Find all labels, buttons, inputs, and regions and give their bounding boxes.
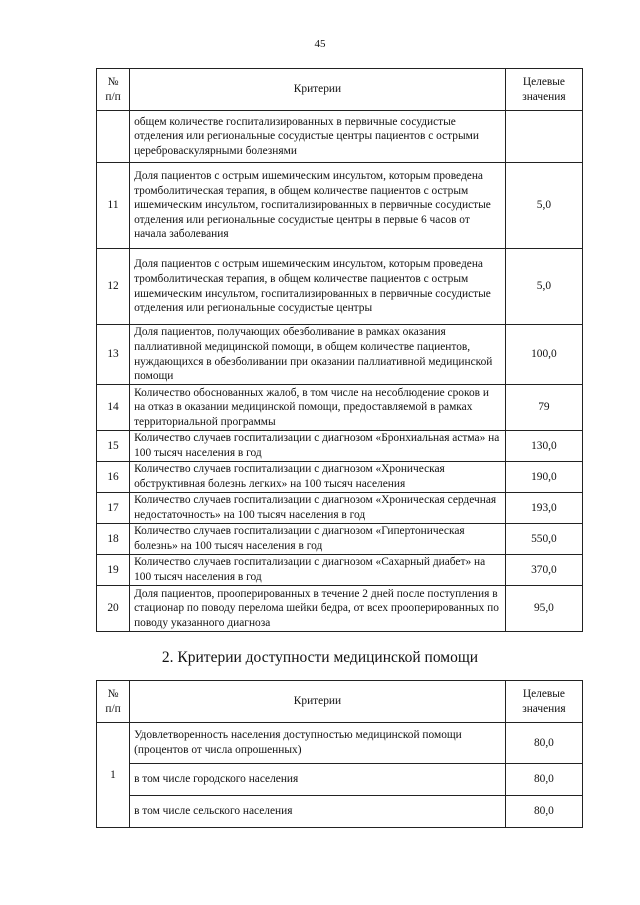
row-num: 15 bbox=[97, 431, 130, 462]
page-number: 45 bbox=[314, 38, 326, 50]
row-num: 17 bbox=[97, 493, 130, 524]
header-num: № п/п bbox=[97, 69, 130, 111]
row-criteria: Количество случаев госпитализации с диагнозом «Хроническая обструктивная болезнь легких» на 100 тысяч населения bbox=[130, 462, 506, 493]
table-row bbox=[97, 431, 583, 462]
row-value: 190,0 bbox=[505, 462, 582, 493]
row-criteria: Доля пациентов, получающих обезболивание в рамках оказания паллиативной медицинской помощи, в общем количестве пациентов, нуждающихся в обезболивании при оказании паллиативной медицинской помощи bbox=[130, 325, 506, 385]
table-row bbox=[97, 493, 583, 524]
row-value: 80,0 bbox=[505, 723, 582, 764]
table-row bbox=[97, 462, 583, 493]
header-value: Целевые значения bbox=[505, 69, 582, 111]
header-criteria: Критерии bbox=[130, 681, 506, 723]
table-row bbox=[97, 385, 583, 431]
criteria-table-accessibility bbox=[96, 680, 583, 828]
table-row bbox=[97, 325, 583, 385]
row-value: 193,0 bbox=[505, 493, 582, 524]
row-value: 550,0 bbox=[505, 524, 582, 555]
row-value: 100,0 bbox=[505, 325, 582, 385]
row-criteria: Доля пациентов с острым ишемическим инсультом, которым проведена тромболитическая терапия, в общем количестве пациентов с острым ишемическим инсультом, госпитализированных в первичные сосудистые отделения или региональные сосудистые центры в первые 6 часов от начала заболевания bbox=[130, 163, 506, 249]
header-value: Целевые значения bbox=[505, 681, 582, 723]
row-num: 12 bbox=[97, 249, 130, 325]
table-row bbox=[97, 163, 583, 249]
row-num: 1 bbox=[97, 723, 130, 828]
row-criteria: Количество обоснованных жалоб, в том числе на несоблюдение сроков и на отказ в оказании медицинской помощи, предоставляемой в рамках территориальной программы bbox=[130, 385, 506, 431]
row-num: 19 bbox=[97, 555, 130, 586]
row-num: 20 bbox=[97, 586, 130, 632]
row-num bbox=[97, 111, 130, 163]
row-criteria: в том числе сельского населения bbox=[130, 796, 506, 828]
table-row bbox=[97, 555, 583, 586]
row-value bbox=[505, 111, 582, 163]
section-title: 2. Критерии доступности медицинской помощи bbox=[161, 649, 479, 666]
table-header-row bbox=[97, 69, 583, 111]
table-row bbox=[97, 764, 583, 796]
row-num: 16 bbox=[97, 462, 130, 493]
row-num: 13 bbox=[97, 325, 130, 385]
table-row bbox=[97, 524, 583, 555]
row-value: 80,0 bbox=[505, 796, 582, 828]
table-row bbox=[97, 249, 583, 325]
row-criteria: Удовлетворенность населения доступностью медицинской помощи (процентов от числа опрошенных) bbox=[130, 723, 506, 764]
table-row bbox=[97, 796, 583, 828]
row-criteria: Количество случаев госпитализации с диагнозом «Бронхиальная астма» на 100 тысяч населения в год bbox=[130, 431, 506, 462]
row-criteria: Количество случаев госпитализации с диагнозом «Гипертоническая болезнь» на 100 тысяч населения в год bbox=[130, 524, 506, 555]
row-value: 95,0 bbox=[505, 586, 582, 632]
row-num: 14 bbox=[97, 385, 130, 431]
table-row bbox=[97, 111, 583, 163]
row-criteria: Доля пациентов с острым ишемическим инсультом, которым проведена тромболитическая терапия, в общем количестве пациентов с острым ишемическим инсультом, госпитализированных в первичные сосудистые отделения или региональные сосудистые центры bbox=[130, 249, 506, 325]
header-num: № п/п bbox=[97, 681, 130, 723]
row-criteria: Доля пациентов, прооперированных в течение 2 дней после поступления в стационар по поводу перелома шейки бедра, от всех прооперированных по поводу указанного диагноза bbox=[130, 586, 506, 632]
row-criteria: общем количестве госпитализированных в первичные сосудистые отделения или региональные сосудистые центры пациентов с острыми цереброваскулярными болезнями bbox=[130, 111, 506, 163]
row-value: 79 bbox=[505, 385, 582, 431]
row-criteria: Количество случаев госпитализации с диагнозом «Сахарный диабет» на 100 тысяч населения в год bbox=[130, 555, 506, 586]
row-value: 80,0 bbox=[505, 764, 582, 796]
row-value: 5,0 bbox=[505, 163, 582, 249]
row-num: 18 bbox=[97, 524, 130, 555]
criteria-table-quality bbox=[96, 68, 583, 632]
row-criteria: в том числе городского населения bbox=[130, 764, 506, 796]
header-criteria: Критерии bbox=[130, 69, 506, 111]
table-row bbox=[97, 586, 583, 632]
row-num: 11 bbox=[97, 163, 130, 249]
table-header-row bbox=[97, 681, 583, 723]
row-value: 370,0 bbox=[505, 555, 582, 586]
table-row bbox=[97, 723, 583, 764]
row-value: 5,0 bbox=[505, 249, 582, 325]
row-value: 130,0 bbox=[505, 431, 582, 462]
row-criteria: Количество случаев госпитализации с диагнозом «Хроническая сердечная недостаточность» на 100 тысяч населения в год bbox=[130, 493, 506, 524]
